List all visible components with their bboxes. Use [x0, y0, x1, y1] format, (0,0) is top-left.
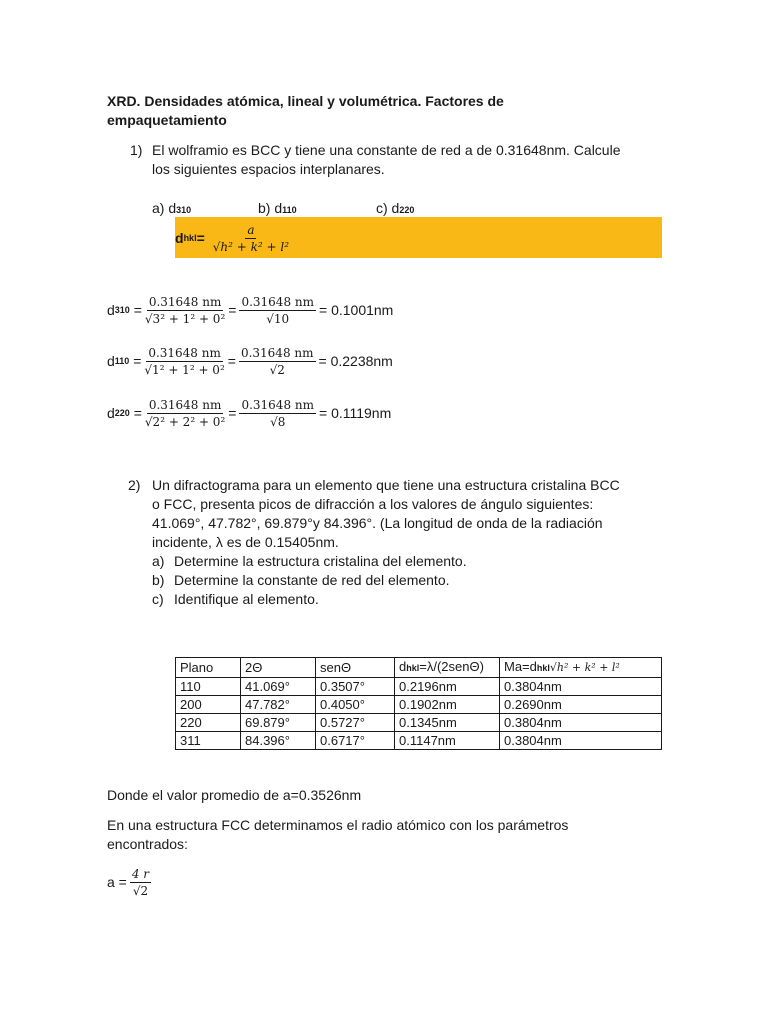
formula-d: d [175, 230, 184, 246]
table-cell: 200 [176, 696, 241, 714]
eq-lhs: d [107, 353, 115, 369]
question-1-line-1: El wolframio es BCC y tiene una constante de red a de 0.31648nm. Calcule [152, 142, 621, 158]
option-a-label: a) d [152, 200, 177, 216]
formula-fraction [213, 224, 289, 253]
option-a-subscript: 310 [176, 205, 192, 215]
question-2-item-c [152, 590, 672, 609]
table-row [176, 696, 662, 714]
eq-numerator: 0.31648 nm [240, 345, 314, 360]
table-row [176, 678, 662, 696]
question-1-number: 1) [130, 142, 143, 158]
table-row [176, 732, 662, 750]
option-b-label: b) d [258, 200, 283, 216]
eq-fraction-2 [239, 399, 316, 428]
table-cell: 0.4050° [316, 696, 395, 714]
formula-numerator: a [247, 222, 255, 237]
eq-denominator: √8 [270, 414, 286, 429]
eq-lhs: d [107, 302, 115, 318]
eq-fraction-2 [239, 296, 316, 325]
title-line-2: empaquetamiento [107, 112, 227, 128]
table-cell: 0.2196nm [395, 678, 500, 696]
item-label: b) [152, 572, 165, 588]
question-2-line: 41.069°, 47.782°, 69.879°y 84.396°. (La longitud de onda de la radiación [152, 515, 603, 531]
table-cell: 47.782° [241, 696, 316, 714]
question-2-line: o FCC, presenta picos de difracción a los valores de ángulo siguientes: [152, 496, 594, 512]
table-cell: 0.5727° [316, 714, 395, 732]
header-d: d [399, 659, 407, 674]
fcc-line-2: encontrados: [107, 836, 188, 852]
average-text: Donde el valor promedio de a=0.3526nm [107, 787, 362, 803]
question-2-line: Un difractograma para un elemento que tiene una estructura cristalina BCC [152, 477, 620, 493]
table-header-cell: 2Θ [241, 658, 316, 678]
table-cell: 0.3507° [316, 678, 395, 696]
eq-fraction-1 [145, 399, 225, 428]
eq-lhs-subscript: 110 [114, 356, 130, 366]
eq-numerator: 0.31648 nm [148, 397, 222, 412]
question-2-item-b [152, 571, 672, 590]
formula-denominator: √h² + k² + l² [212, 239, 290, 254]
header-ma: Ma=d [504, 659, 537, 674]
eq-result: = 0.1001nm [319, 302, 394, 318]
option-c-subscript: 220 [399, 205, 415, 215]
dhkl-formula [175, 218, 292, 258]
eq-denominator: √1² + 1² + 0² [144, 362, 225, 377]
final-eq-fraction [130, 868, 151, 897]
table-header-cell-dhkl [395, 658, 500, 678]
eq-lhs-subscript: 220 [114, 408, 130, 418]
eq-denominator: √2² + 2² + 0² [144, 414, 226, 429]
eq-numerator: 0.31648 nm [148, 294, 222, 309]
table-cell: 0.1147nm [395, 732, 500, 750]
document-title [107, 92, 667, 130]
table-cell: 0.1345nm [395, 714, 500, 732]
table-cell: 311 [176, 732, 241, 750]
formula-subscript: hkl [183, 233, 197, 243]
results-table [175, 657, 662, 750]
eq-fraction-1 [145, 296, 225, 325]
final-eq-denominator: √2 [132, 883, 149, 898]
fcc-equation [107, 862, 154, 902]
question-2-number: 2) [128, 477, 141, 493]
eq-numerator: 0.31648 nm [241, 294, 314, 309]
eq-fraction-2 [239, 347, 316, 376]
option-c-label: c) d [376, 200, 400, 216]
question-2-line: incidente, λ es de 0.15405nm. [152, 534, 339, 550]
equation-d310: d 310 = $\frac{0.31648 nm}{\text{√3² + 1² + 0²}}$ = $\frac{0.31648 nm}{√10}$ = 0.1001nm [107, 294, 394, 326]
question-2-item-a [152, 552, 672, 571]
final-eq-numerator: 4 r [131, 866, 150, 881]
eq-denominator: √10 [266, 311, 290, 326]
table-header-cell: Plano [176, 658, 241, 678]
table-header-cell: senΘ [316, 658, 395, 678]
table-cell: 0.1902nm [395, 696, 500, 714]
table-cell: 69.879° [241, 714, 316, 732]
eq-result: = 0.2238nm [318, 353, 393, 369]
item-label: a) [152, 553, 165, 569]
fcc-line-1: En una estructura FCC determinamos el radio atómico con los parámetros [107, 817, 569, 833]
question-1-line-2: los siguientes espacios interplanares. [152, 161, 385, 177]
final-eq-lhs: a = [107, 874, 127, 890]
question-1 [130, 141, 672, 179]
eq-denominator: √2 [269, 362, 285, 377]
item-text: Determine la constante de red del elemento. [174, 572, 450, 588]
equation-d110: d 110 = $\frac{0.31648 nm}{\text{√1² + 1² + 0²}}$ = $\frac{0.31648 nm}{√2}$ = 0.2238nm [107, 345, 393, 377]
formula-equals: = [196, 230, 205, 246]
table-row [176, 714, 662, 732]
equation-d220: d 220 = $\frac{0.31648 nm}{\text{√2² + 2² + 0²}}$ = $\frac{0.31648 nm}{√8}$ = 0.1119nm [107, 397, 392, 429]
table-cell: 0.3804nm [500, 678, 662, 696]
item-label: c) [152, 591, 164, 607]
option-b-subscript: 110 [282, 205, 297, 215]
table-cell: 110 [176, 678, 241, 696]
eq-denominator: √3² + 1² + 0² [144, 311, 226, 326]
table-cell: 0.2690nm [500, 696, 662, 714]
header-ma-subscript: hkl [536, 663, 550, 673]
question-2 [128, 476, 672, 609]
eq-lhs-subscript: 310 [114, 305, 130, 315]
eq-fraction-1 [144, 347, 224, 376]
table-header-cell-ma [500, 658, 662, 678]
table-cell: 0.3804nm [500, 714, 662, 732]
eq-lhs: d [107, 405, 115, 421]
eq-numerator: 0.31648 nm [148, 345, 221, 360]
header-d-subscript: hkl [406, 663, 420, 673]
table-cell: 0.6717° [316, 732, 395, 750]
header-ma-formula: √h² + k² + l² [549, 661, 620, 674]
table-header-row [176, 658, 662, 678]
title-line-1: XRD. Densidades atómica, lineal y volumétrica. Factores de [107, 93, 504, 109]
table-cell: 220 [176, 714, 241, 732]
fcc-paragraph [107, 816, 667, 854]
item-text: Identifique al elemento. [174, 591, 319, 607]
table-cell: 41.069° [241, 678, 316, 696]
eq-result: = 0.1119nm [319, 405, 392, 421]
table-cell: 84.396° [241, 732, 316, 750]
eq-numerator: 0.31648 nm [241, 397, 314, 412]
table-cell: 0.3804nm [500, 732, 662, 750]
header-d-formula: =λ/(2senΘ) [419, 659, 484, 674]
item-text: Determine la estructura cristalina del elemento. [174, 553, 467, 569]
